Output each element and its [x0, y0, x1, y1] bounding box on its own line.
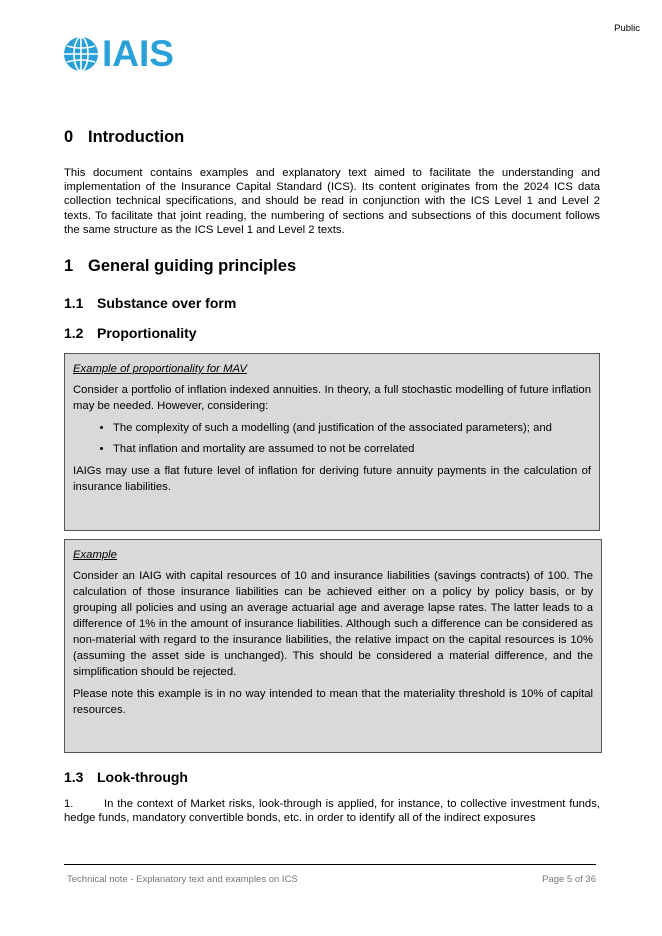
paragraph-text: In the context of Market risks, look-through is applied, for instance, to collective investment funds, hedge funds, mandatory convertible bonds, etc. in order to identify all of the indirect exposures [64, 798, 600, 825]
footer-page-number: Page 5 of 36 [542, 874, 596, 885]
subsection-number: 1.3 [64, 769, 84, 786]
subsection-1-3-heading [64, 767, 600, 787]
section-1-heading [64, 255, 600, 277]
footer-document-title: Technical note - Explanatory text and examples on ICS [67, 874, 298, 885]
example-box-title: Example [73, 549, 117, 562]
example-box-intro: Consider a portfolio of inflation indexed annuities. In theory, a full stochastic modelling of future inflation may be needed. However, considering: [73, 384, 591, 413]
subsection-number: 1.1 [64, 295, 84, 312]
classification-label: Public [614, 23, 640, 34]
example-box-title: Example of proportionality for MAV [73, 363, 247, 376]
footer-divider [64, 864, 596, 865]
globe-icon [63, 36, 99, 72]
subsection-title: Substance over form [97, 295, 237, 312]
subsection-1-1-heading [64, 293, 600, 313]
example-box-bullets [73, 420, 591, 457]
list-item: • The complexity of such a modelling (and justification of the associated parameters); and [113, 420, 591, 436]
example-box-materiality [64, 539, 602, 753]
subsection-number: 1.2 [64, 325, 84, 342]
example-box-paragraph: Consider an IAIG with capital resources of 10 and insurance liabilities (savings contracts) of 100. The calculation of those insurance liabilities can be achieved either on a policy by policy basis, or by grouping all policies and using an average actuarial age and average lapse rates. The latter leads to a difference of 1% in the amount of insurance liabilities. Although such a difference can be considered as non-material with regard to the insurance liabilities, the relative impact on the capital resources is 10% (assuming the asset side is unchanged). This should be considered a material difference, and the simplification should be rejected. [73, 570, 593, 679]
example-box-note: Please note this example is in no way intended to mean that the materiality threshold is 10% of capital resources. [73, 688, 593, 717]
paragraph-number: 1. [64, 798, 74, 811]
example-box-conclusion: IAIGs may use a flat future level of inflation for deriving future annuity payments in the calculation of insurance liabilities. [73, 465, 591, 494]
section-title: Introduction [88, 128, 185, 146]
introduction-paragraph: This document contains examples and explanatory text aimed to facilitate the understanding and implementation of the Insurance Capital Standard (ICS). Its content originates from the 2024 ICS data collection technical specifications, and should be read in conjunction with the ICS Level 1 and Level 2 texts. To facilitate that joint reading, the numbering of sections and subsections of this document follows the same structure as the ICS Level 1 and Level 2 texts. [64, 167, 600, 236]
section-number: 0 [64, 128, 74, 146]
list-item: • That inflation and mortality are assumed to not be correlated [113, 441, 591, 457]
subsection-title: Proportionality [97, 325, 197, 342]
section-title: General guiding principles [88, 257, 297, 276]
section-number: 1 [64, 257, 74, 276]
iais-logo [63, 33, 174, 74]
logo-wordmark: IAIS [102, 33, 174, 74]
subsection-1-2-heading [64, 323, 600, 343]
subsection-title: Look-through [97, 769, 188, 786]
numbered-paragraph [64, 797, 600, 825]
document-body [64, 126, 600, 825]
example-box-proportionality [64, 353, 600, 531]
section-0-heading [64, 126, 600, 148]
